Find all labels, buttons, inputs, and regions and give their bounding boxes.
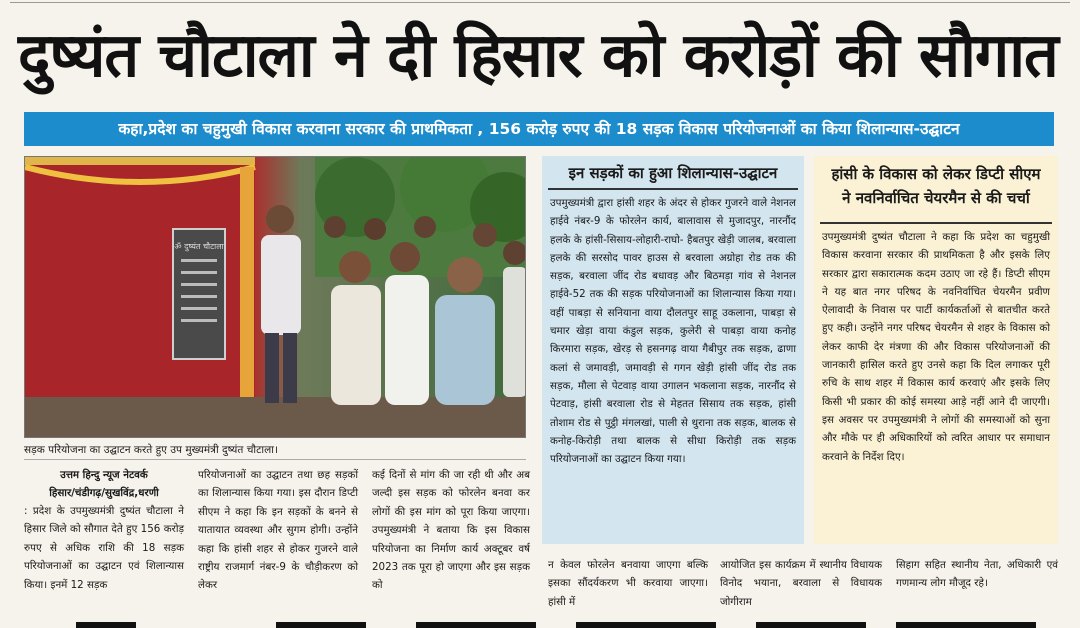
dateline: हिसार/चंडीगढ़/सुखविंद्र,धरणी bbox=[49, 487, 159, 499]
roads-box-body: उपमुख्यमंत्री द्वारा हांसी शहर के अंदर से होकर गुजरने वाले नेशनल हाईवे नंबर-9 के फोरलेन कार्य, बालावास से मुजादपुर, नारनौंद हलके के हांसी-सिसाय-लोहारी-राघो- हैबतपुर खेड़ी जालब, बरवाला हलके की सरसोद पावर हाउस से बरवाला अग्रोहा रोड तक की सड़क, बरवाला जींद रोड बधावड़ और बिठमड़ा गांव से नेशनल हाईवे-52 तक की सड़क परियोजनाओं का शिलान्यास किया गया। वहीं पाबड़ा से सनियाना वाया दौलतपुर साहू उकलाना, पाबड़ा से चमार खेड़ा वाया कंडुल सड़क, कुलेरी से पाबड़ा वाया कनोह किरमारा सड़क, खेरड़ से हसनगढ़ वाया गैबीपुर तक सड़क, ढाणा कलां से जमावड़ी, जमावड़ी से गगन खेड़ी हांसी जींद रोड तक सड़क, मौला से पेटवाड़ वाया उगालन भकलाना सड़क, नारनौंद से पेटवाड़, हांसी बरवाला रोड से मेहतत सिसाय तक सड़क, हांसी तोशाम रोड से पुट्ठी मंगलखां, पाली से थुराना तक सड़क, बालक से कनोह-किरोड़ी तथा बालक से सीधा किरोड़ी तक सड़क परियोजनाओं का उद्घाटन किया गया। bbox=[550, 197, 796, 466]
article-column-2: परियोजनाओं का उद्घाटन तथा छह सड़कों का शिलान्यास किया गया। इस दौरान डिप्टी सीएम ने कहा कि इन सड़कों के बनने से यातायात व्यवस्था और सुगम होगी। उन्होंने कहा कि हांसी शहर से होकर गुजरने वाले राष्ट्रीय राजमार्ग नंबर-9 के चौड़ीकरण को लेकर bbox=[198, 469, 358, 592]
subheadline-banner: कहा,प्रदेश का चहुमुखी विकास करवाना सरकार की प्राथमिकता , 156 करोड़ रुपए की 18 सड़क विकास परियोजनाओं का किया शिलान्यास-उद्घाटन bbox=[24, 112, 1054, 146]
inauguration-photo bbox=[25, 157, 526, 438]
next-headline-fragment bbox=[16, 612, 1066, 628]
article-column-4: न केवल फोरलेन बनवाया जाएगा बल्कि इसका सौंदर्यकरण भी करवाया जाएगा। हांसी में bbox=[548, 559, 708, 608]
top-rule bbox=[10, 2, 1070, 5]
photo-caption: सड़क परियोजना का उद्घाटन करते हुए उप मुख्यमंत्री दुष्यंत चौटाला। bbox=[24, 440, 526, 460]
hansi-box-title-line1: हांसी के विकास को लेकर डिप्टी सीएम bbox=[831, 165, 1041, 183]
news-source: उत्तम हिन्दु न्यूज नेटवर्क bbox=[60, 469, 148, 481]
roads-list-box bbox=[542, 156, 804, 544]
headline: दुष्यंत चौटाला ने दी हिसार को करोड़ों की सौगात bbox=[18, 20, 1058, 91]
hansi-box-body: उपमुख्यमंत्री दुष्यंत चौटाला ने कहा कि प्रदेश का चहुमुखी विकास करवाना सरकार की प्राथमिकता है और इसके लिए सरकार द्वारा सकारात्मक कदम उठाए जा रहे हैं। डिप्टी सीएम ने यह बात नगर परिषद के नवनिर्वाचित चेयरमैन प्रवीण ऐलावादी के निवास पर पार्टी कार्यकर्ताओं से बातचीत करते हुए कही। उन्होंने नगर परिषद चेयरमैन से शहर के विकास को लेकर काफी देर मंत्रणा की और विकास परियोजनाओं की जानकारी हासिल करते हुए उनसे कहा कि दिल लगाकर पूरी रुचि के साथ शहर में विकास कार्य करवाएं और इसके लिए किसी भी प्रकार की कोई समस्या आड़े नहीं आने दी जाएगी। इस अवसर पर उपमुख्यमंत्री ने लोगों की समस्याओं को सुना और मौके पर ही अधिकारियों को त्वरित आधार पर समाधान करवाने के निर्देश दिए। bbox=[822, 231, 1050, 463]
article-text-1: : प्रदेश के उपमुख्यमंत्री दुष्यंत चौटाला ने हिसार जिले को सौगात देते हुए 156 करोड़ रुपए से अधिक राशि की 18 सड़क परियोजनाओं का उद्घाटन एवं शिलान्यास किया। इनमें 12 सड़क bbox=[24, 505, 184, 591]
article-column-5: आयोजित इस कार्यक्रम में स्थानीय विधायक विनोद भयाना, बरवाला से विधायक जोगीराम bbox=[720, 559, 882, 608]
hansi-box-title-line2: ने नवनिर्वाचित चेयरमैन से की चर्चा bbox=[842, 189, 1030, 207]
hansi-development-box bbox=[814, 156, 1058, 544]
article-column-6: सिहाग सहित स्थानीय नेता, अधिकारी एवं गणमान्य लोग मौजूद रहे। bbox=[896, 559, 1058, 590]
roads-box-title: इन सड़कों का हुआ शिलान्यास-उद्घाटन bbox=[548, 156, 798, 190]
news-photo bbox=[24, 156, 526, 438]
hansi-box-title bbox=[820, 156, 1052, 224]
article-column-3: कई दिनों से मांग की जा रही थी और अब जल्दी इस सड़क को फोरलेन बनवा कर लोगों की इस मांग को पूरा किया जाएगा। उपमुख्यमंत्री ने बताया कि इस विकास परियोजना का निर्माण कार्य अक्टूबर वर्ष 2023 तक पूरा हो जाएगा और इस सड़क को bbox=[372, 469, 530, 592]
plaque-title: ॐ दुष्यंत चौटाला bbox=[174, 242, 224, 251]
article-column-1 bbox=[24, 466, 184, 594]
